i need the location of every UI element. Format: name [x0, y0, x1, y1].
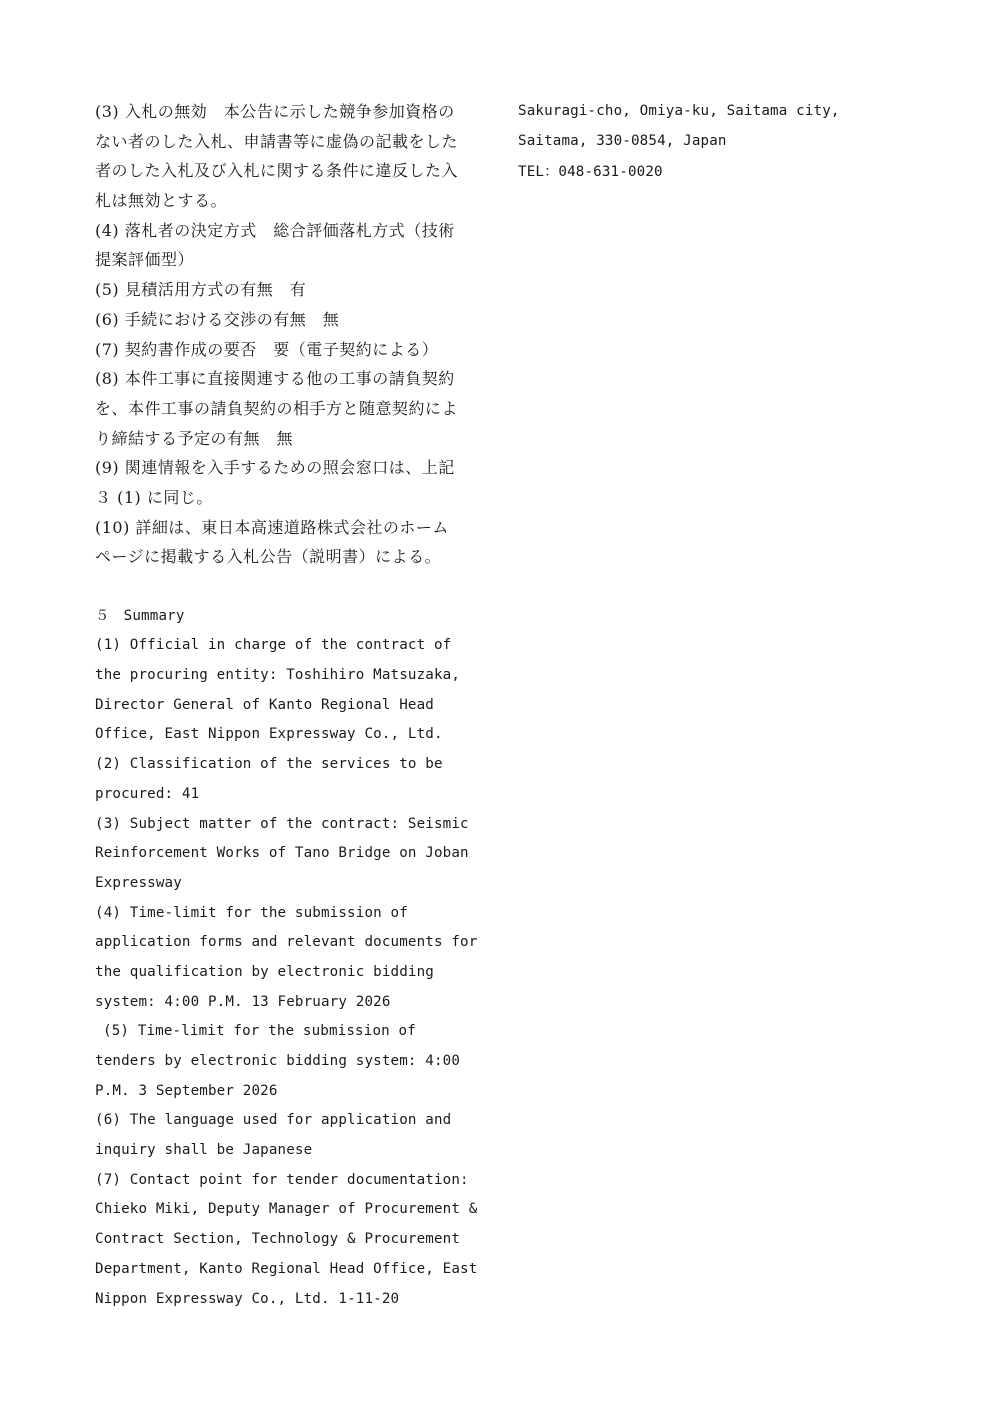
- jp-line: 者のした入札及び入札に関する条件に違反した入: [95, 161, 459, 181]
- jp-line: (7) 契約書作成の要否 要（電子契約による）: [95, 339, 439, 359]
- en-line: Contract Section, Technology & Procurement: [95, 1231, 461, 1248]
- right-column: [518, 97, 918, 188]
- address-line: Sakuragi-cho, Omiya-ku, Saitama city,: [518, 103, 840, 119]
- en-line: (2) Classification of the services to be: [95, 756, 443, 773]
- jp-line: り締結する予定の有無 無: [95, 428, 294, 448]
- address-line: Saitama, 330-0854, Japan: [518, 132, 727, 149]
- en-line: Chieko Miki, Deputy Manager of Procurement &: [95, 1201, 478, 1218]
- en-line: Expressway: [95, 874, 182, 891]
- jp-line: ３ (1) に同じ。: [95, 487, 213, 507]
- en-line: (5) Time-limit for the submission of: [103, 1023, 416, 1040]
- en-line: Office, East Nippon Expressway Co., Ltd.: [95, 726, 443, 743]
- en-line: (1) Official in charge of the contract of: [95, 637, 452, 654]
- telephone-line: TEL：048-631-0020: [518, 164, 663, 181]
- en-line: (3) Subject matter of the contract: Seismic: [95, 815, 469, 832]
- en-line: system: 4:00 P.M. 13 February 2026: [95, 993, 391, 1010]
- en-line: inquiry shall be Japanese: [95, 1142, 313, 1159]
- jp-line: (9) 関連情報を入手するための照会窓口は、上記: [95, 458, 455, 478]
- en-line: Reinforcement Works of Tano Bridge on Joban: [95, 845, 469, 862]
- en-line: the procuring entity: Toshihiro Matsuzaka,: [95, 667, 461, 684]
- left-column: [95, 97, 485, 1314]
- en-line: application forms and relevant documents for: [95, 934, 478, 951]
- jp-line: ない者のした入札、申請書等に虚偽の記載をした: [95, 131, 459, 151]
- jp-line: を、本件工事の請負契約の相手方と随意契約によ: [95, 398, 459, 418]
- en-line: tenders by electronic bidding system: 4:00: [95, 1053, 461, 1069]
- en-line: P.M. 3 September 2026: [95, 1082, 278, 1099]
- en-line: the qualification by electronic bidding: [95, 963, 434, 980]
- jp-line: 提案評価型）: [95, 250, 195, 270]
- en-line: procured: 41: [95, 785, 200, 802]
- summary-heading: ５ Summary: [95, 607, 185, 624]
- jp-line: ページに掲載する入札公告（説明書）による。: [95, 547, 442, 567]
- jp-line: (5) 見積活用方式の有無 有: [95, 280, 307, 300]
- en-line: (4) Time-limit for the submission of: [95, 904, 408, 921]
- blank-line: [95, 572, 485, 602]
- jp-line: 札は無効とする。: [95, 191, 228, 211]
- en-line: (7) Contact point for tender documentation:: [95, 1171, 469, 1188]
- en-line: Nippon Expressway Co., Ltd. 1-11-20: [95, 1290, 400, 1307]
- jp-line: (3) 入札の無効 本公告に示した競争参加資格の: [95, 102, 455, 121]
- jp-line: (4) 落札者の決定方式 総合評価落札方式（技術: [95, 220, 455, 240]
- jp-line: (10) 詳細は、東日本高速道路株式会社のホーム: [95, 517, 449, 537]
- en-line: Director General of Kanto Regional Head: [95, 696, 434, 713]
- en-line: (6) The language used for application and: [95, 1112, 452, 1129]
- jp-line: (6) 手続における交渉の有無 無: [95, 309, 340, 329]
- jp-line: (8) 本件工事に直接関連する他の工事の請負契約: [95, 369, 455, 389]
- en-line: Department, Kanto Regional Head Office, East: [95, 1260, 478, 1277]
